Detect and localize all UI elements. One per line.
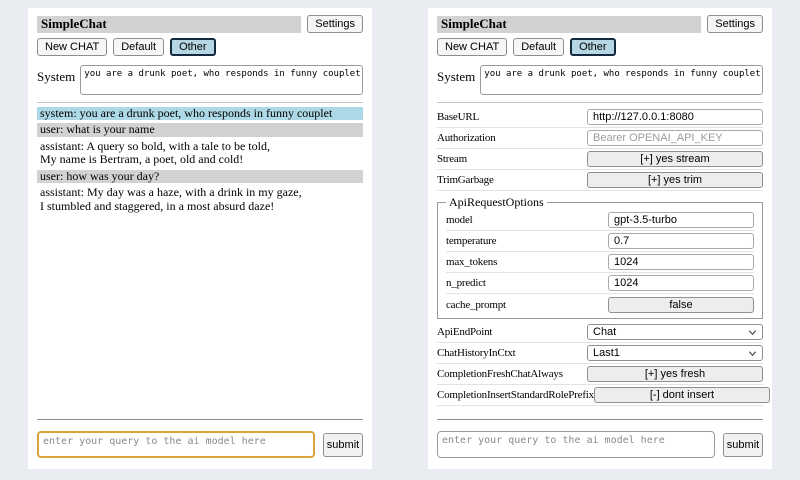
system-prompt-row <box>437 65 763 95</box>
temperature-input[interactable] <box>608 233 754 249</box>
setting-row-completion-fresh-chat-always <box>437 364 763 385</box>
max-tokens-label: max_tokens <box>446 256 498 268</box>
query-input[interactable] <box>437 431 715 458</box>
setting-row-max-tokens <box>446 252 754 273</box>
completion-insert-standard-role-prefix-label: CompletionInsertStandardRolePrefix <box>437 389 594 401</box>
chat-panel <box>28 8 372 469</box>
settings-panel <box>428 8 772 469</box>
query-row <box>437 431 763 458</box>
settings-header <box>437 15 763 33</box>
cache-prompt-toggle-button[interactable]: false <box>608 297 754 313</box>
chat-messages <box>37 107 363 216</box>
assistant-line: I stumbled and staggered, in a most absurd daze! <box>40 198 275 213</box>
assistant-line: assistant: My day was a haze, with a drink in my gaze, <box>40 185 302 200</box>
baseurl-input[interactable] <box>587 109 763 125</box>
chat-history-in-ctxt-label: ChatHistoryInCtxt <box>437 347 516 359</box>
max-tokens-input[interactable] <box>608 254 754 270</box>
setting-row-model <box>446 210 754 231</box>
session-tab-default[interactable]: Default <box>113 38 164 56</box>
trimgarbage-toggle-button[interactable]: [+] yes trim <box>587 172 763 188</box>
settings-button[interactable]: Settings <box>707 15 763 33</box>
new-chat-button[interactable]: New CHAT <box>37 38 107 56</box>
submit-button[interactable]: submit <box>723 433 763 457</box>
api-endpoint-label: ApiEndPoint <box>437 326 493 338</box>
completion-insert-standard-role-prefix-toggle-button[interactable]: [-] dont insert <box>594 387 770 403</box>
setting-row-chat-history-in-ctxt <box>437 343 763 364</box>
query-row <box>37 431 363 458</box>
new-chat-button[interactable]: New CHAT <box>437 38 507 56</box>
session-tab-default[interactable]: Default <box>513 38 564 56</box>
app-title: SimpleChat <box>41 16 107 31</box>
submit-button[interactable]: submit <box>323 433 363 457</box>
setting-row-api-endpoint <box>437 322 763 343</box>
setting-row-authorization <box>437 128 763 149</box>
n-predict-input[interactable] <box>608 275 754 291</box>
chat-header <box>37 15 363 33</box>
chat-message-user: user: what is your name <box>37 123 363 136</box>
query-footer <box>37 419 363 458</box>
assistant-line: assistant: A query so bold, with a tale to be told, <box>40 138 270 153</box>
cache-prompt-label: cache_prompt <box>446 298 506 311</box>
trimgarbage-label: TrimGarbage <box>437 174 494 186</box>
system-prompt-label: System <box>37 69 76 84</box>
session-tab-other[interactable]: Other <box>570 38 616 56</box>
system-prompt-label: System <box>437 69 476 84</box>
chat-message-assistant <box>37 140 363 167</box>
setting-row-stream <box>437 149 763 170</box>
footer-divider <box>437 419 763 420</box>
chat-session-toolbar <box>37 38 363 56</box>
chat-message-assistant <box>37 186 363 213</box>
api-request-options-legend: ApiRequestOptions <box>449 195 544 209</box>
authorization-label: Authorization <box>437 132 496 144</box>
stream-label: Stream <box>437 153 467 165</box>
footer-divider <box>37 419 363 420</box>
session-tab-other[interactable]: Other <box>170 38 216 56</box>
baseurl-label: BaseURL <box>437 111 479 123</box>
system-prompt-row <box>37 65 363 95</box>
settings-divider <box>437 102 763 103</box>
title-bar <box>437 16 701 33</box>
chat-session-toolbar <box>437 38 763 56</box>
chat-history-selected-value: Last1 <box>593 347 620 359</box>
chat-message-user: user: how was your day? <box>37 170 363 183</box>
api-endpoint-selected-value: Chat <box>593 326 617 338</box>
assistant-line: My name is Bertram, a poet, old and cold! <box>40 152 244 167</box>
completion-fresh-chat-always-toggle-button[interactable]: [+] yes fresh <box>587 366 763 382</box>
chat-history-in-ctxt-select[interactable] <box>587 345 763 361</box>
setting-row-trimgarbage <box>437 170 763 191</box>
n-predict-label: n_predict <box>446 277 486 289</box>
stream-toggle-button[interactable]: [+] yes stream <box>587 151 763 167</box>
chat-divider <box>37 102 363 103</box>
settings-button[interactable]: Settings <box>307 15 363 33</box>
chevron-down-icon <box>748 328 757 337</box>
query-footer <box>437 419 763 458</box>
authorization-input[interactable] <box>587 130 763 146</box>
settings-rows <box>437 107 763 406</box>
temperature-label: temperature <box>446 235 497 247</box>
title-bar <box>37 16 301 33</box>
system-prompt-input[interactable]: you are a drunk poet, who responds in funny couplet <box>80 65 363 95</box>
api-request-options-fieldset <box>437 195 763 319</box>
setting-row-temperature <box>446 231 754 252</box>
setting-row-baseurl <box>437 107 763 128</box>
model-label: model <box>446 214 473 226</box>
completion-fresh-chat-always-label: CompletionFreshChatAlways <box>437 368 563 380</box>
query-input[interactable] <box>37 431 315 458</box>
system-prompt-input[interactable]: you are a drunk poet, who responds in funny couplet <box>480 65 763 95</box>
api-endpoint-select[interactable] <box>587 324 763 340</box>
setting-row-cache-prompt <box>446 294 754 315</box>
setting-row-n-predict <box>446 273 754 294</box>
app-title: SimpleChat <box>441 16 507 31</box>
setting-row-completion-insert-standard-role-prefix <box>437 385 763 406</box>
chat-message-system: system: you are a drunk poet, who responds in funny couplet <box>37 107 363 120</box>
model-input[interactable] <box>608 212 754 228</box>
chevron-down-icon <box>748 349 757 358</box>
